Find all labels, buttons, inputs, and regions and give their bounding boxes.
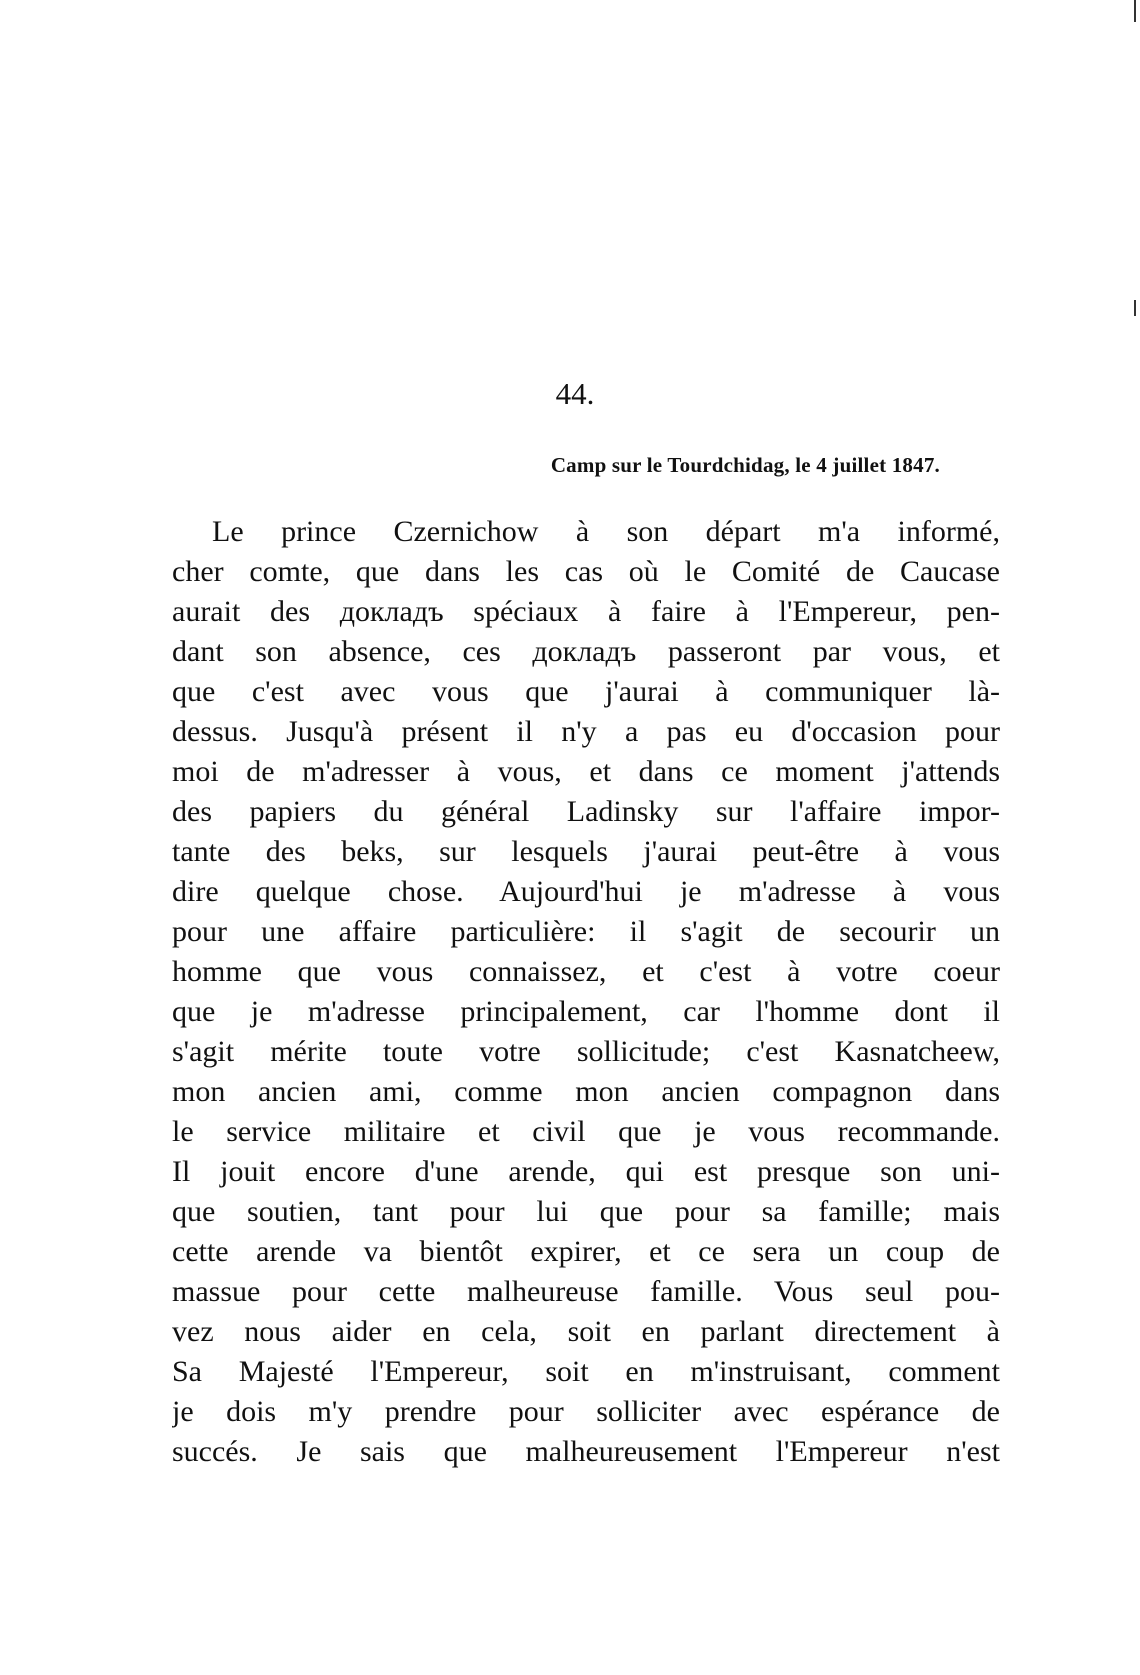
text-line: Le prince Czernichow à son départ m'a informé, [212, 515, 1000, 548]
text-line: moi de m'adresser à vous, et dans ce moment j'attends [172, 755, 1000, 788]
text-line: dant son absence, ces докладъ passeront par vous, et [172, 635, 1000, 668]
page-number: 44. [555, 376, 595, 411]
text-line: cher comte, que dans les cas où le Comité de Caucase [172, 555, 1000, 588]
text-line: aurait des докладъ spéciaux à faire à l'Empereur, pen- [172, 595, 1000, 628]
letter-dateline: Camp sur le Tourdchidag, le 4 juillet 1847. [550, 453, 940, 477]
text-line: que c'est avec vous que j'aurai à communiquer là- [172, 675, 1000, 708]
text-line: que soutien, tant pour lui que pour sa famille; mais [172, 1195, 1000, 1228]
letter-body [172, 512, 1000, 1472]
text-line: tante des beks, sur lesquels j'aurai peut-être à vous [172, 835, 1000, 868]
page-edge-mark [1134, 300, 1136, 316]
text-line: mon ancien ami, comme mon ancien compagnon dans [172, 1075, 1000, 1108]
text-line: s'agit mérite toute votre sollicitude; c'est Kasnatcheew, [172, 1035, 1000, 1068]
text-line: dire quelque chose. Aujourd'hui je m'adresse à vous [172, 875, 1000, 908]
text-line: cette arende va bientôt expirer, et ce sera un coup de [172, 1235, 1000, 1268]
text-line: je dois m'y prendre pour solliciter avec espérance de [172, 1395, 1000, 1428]
text-line: des papiers du général Ladinsky sur l'affaire impor- [172, 795, 1000, 828]
text-line: Sa Majesté l'Empereur, soit en m'instruisant, comment [172, 1355, 1000, 1388]
text-line: que je m'adresse principalement, car l'homme dont il [172, 995, 1000, 1028]
text-line: massue pour cette malheureuse famille. Vous seul pou- [172, 1275, 1000, 1308]
text-line: le service militaire et civil que je vous recommande. [172, 1115, 1000, 1148]
text-line: pour une affaire particulière: il s'agit de secourir un [172, 915, 1000, 948]
text-line: dessus. Jusqu'à présent il n'y a pas eu d'occasion pour [172, 715, 1000, 748]
page-edge-mark [1134, 0, 1136, 22]
text-line: homme que vous connaissez, et c'est à votre coeur [172, 955, 1000, 988]
text-line: vez nous aider en cela, soit en parlant directement à [172, 1315, 1000, 1348]
text-line: succés. Je sais que malheureusement l'Empereur n'est [172, 1435, 1000, 1468]
text-line: Il jouit encore d'une arende, qui est presque son uni- [172, 1155, 1000, 1188]
